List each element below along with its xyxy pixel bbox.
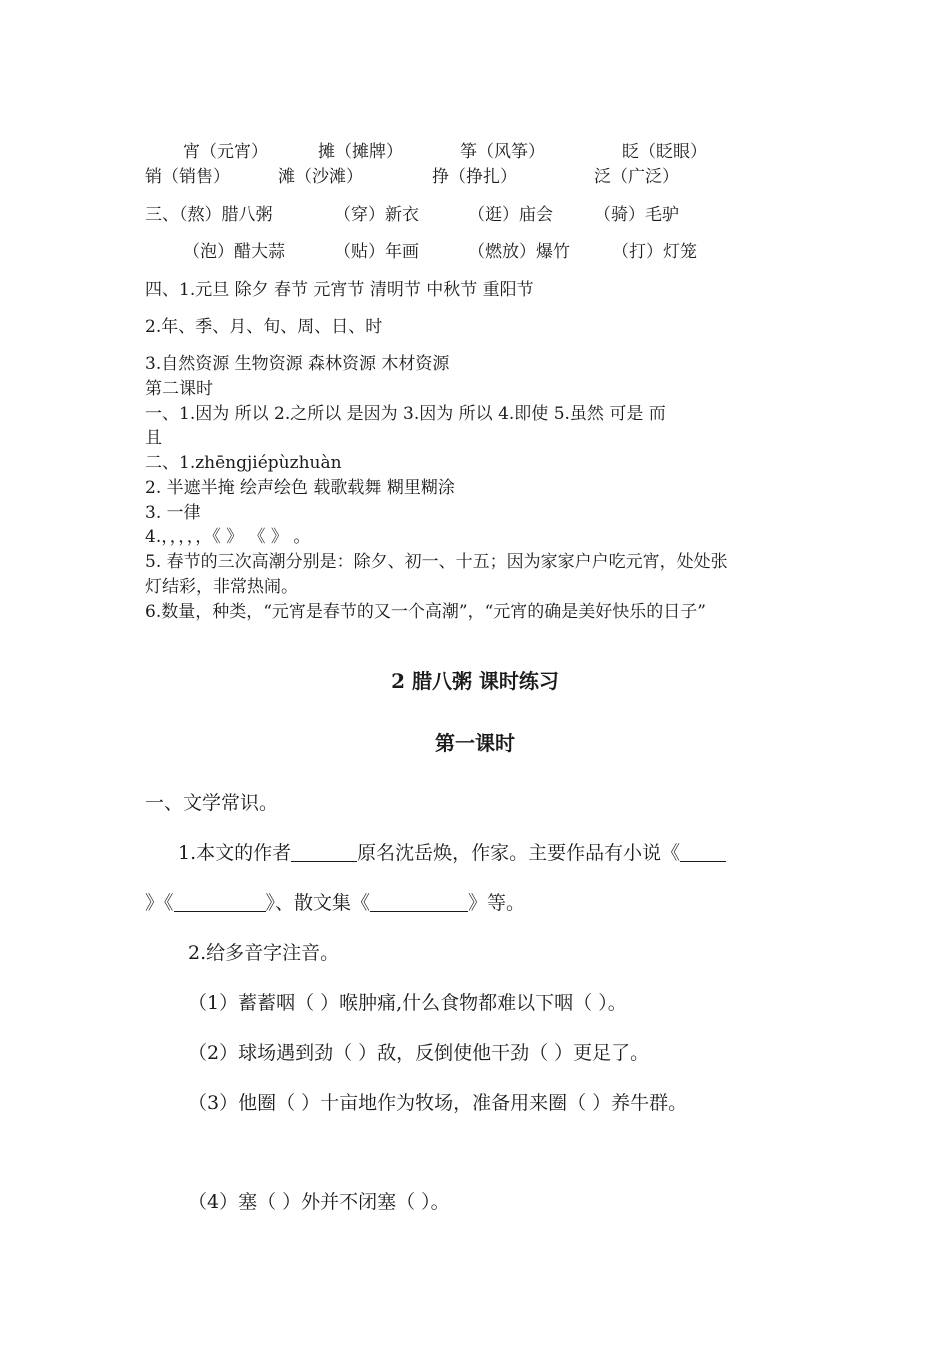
question-2: 2.给多音字注音。 — [188, 942, 340, 964]
answer-text: （打）灯笼 — [612, 242, 697, 262]
answer-blank-author[interactable] — [291, 843, 357, 862]
answer-text: 滩（沙滩） — [278, 167, 363, 187]
section-heading: 一、文学常识。 — [145, 792, 279, 814]
answer-line: 3. 一律 — [145, 503, 201, 523]
question-1-line-1 — [178, 840, 726, 866]
question-text: 1.本文的作者 — [178, 842, 292, 864]
answer-blank-novel-1[interactable] — [680, 843, 726, 862]
answer-line: 2. 半遮半掩 绘声绘色 载歌载舞 糊里糊涂 — [145, 478, 455, 498]
answer-text: 摊（摊牌） — [318, 142, 403, 162]
answer-line: 灯结彩，非常热闹。 — [145, 577, 298, 597]
question-text: 》、散文集《 — [265, 892, 371, 914]
answer-text: 三、（熬）腊八粥 — [145, 205, 273, 225]
answer-line: 第二课时 — [145, 379, 213, 399]
answer-line: 3.自然资源 生物资源 森林资源 木材资源 — [145, 354, 450, 374]
question-1-line-2 — [145, 890, 525, 916]
answer-blank-novel-2[interactable] — [174, 893, 266, 912]
question-text: 原名沈岳焕，作家。主要作品有小说《 — [357, 842, 681, 864]
answer-line: 且 — [145, 428, 162, 448]
question-2-item-3: （3）他圈（ ）十亩地作为牧场，准备用来圈（ ）养牛群。 — [188, 1092, 688, 1114]
question-2-item-4: （4）塞（ ）外并不闭塞（ ）。 — [188, 1191, 450, 1213]
answer-text: （逛）庙会 — [468, 205, 553, 225]
answer-line: 二、1.zhēngjiépùzhuàn — [145, 453, 342, 473]
answer-text: （穿）新衣 — [334, 205, 419, 225]
answer-line: 一、1.因为 所以 2.之所以 是因为 3.因为 所以 4.即使 5.虽然 可是 而 — [145, 404, 666, 424]
answer-text: 宵（元宵） — [183, 142, 268, 162]
page-subtitle: 第一课时 — [435, 731, 515, 755]
answer-text: 销（销售） — [145, 167, 230, 187]
question-text: 》等。 — [468, 892, 526, 914]
answer-line: 6.数量，种类，“元宵是春节的又一个高潮”，“元宵的确是美好快乐的日子” — [145, 602, 706, 622]
answer-text: 泛（广泛） — [594, 167, 679, 187]
answer-text: （骑）毛驴 — [594, 205, 679, 225]
answer-line: 5. 春节的三次高潮分别是：除夕、初一、十五；因为家家户户吃元宵，处处张 — [145, 552, 728, 572]
answer-text: （燃放）爆竹 — [468, 242, 570, 262]
answer-line: 4.，，，，，《 》 《 》 。 — [145, 527, 311, 547]
answer-line: 四、1.元旦 除夕 春节 元宵节 清明节 中秋节 重阳节 — [145, 280, 534, 300]
answer-text: （贴）年画 — [334, 242, 419, 262]
question-2-item-1: （1）蓄蓄咽（ ）喉肿痛,什么食物都难以下咽（ ）。 — [188, 992, 627, 1014]
answer-text: 眨（眨眼） — [622, 142, 707, 162]
answer-text: （泡）醋大蒜 — [183, 242, 285, 262]
page-title: 2 腊八粥 课时练习 — [391, 669, 559, 693]
question-2-item-2: （2）球场遇到劲（ ）敌，反倒使他干劲（ ）更足了。 — [188, 1042, 650, 1064]
question-text: 》《 — [145, 892, 174, 914]
answer-text: 挣（挣扎） — [432, 167, 517, 187]
answer-line: 2.年、季、月、旬、周、日、时 — [145, 317, 383, 337]
answer-text: 筝（风筝） — [460, 142, 545, 162]
answer-blank-essays[interactable] — [370, 893, 468, 912]
